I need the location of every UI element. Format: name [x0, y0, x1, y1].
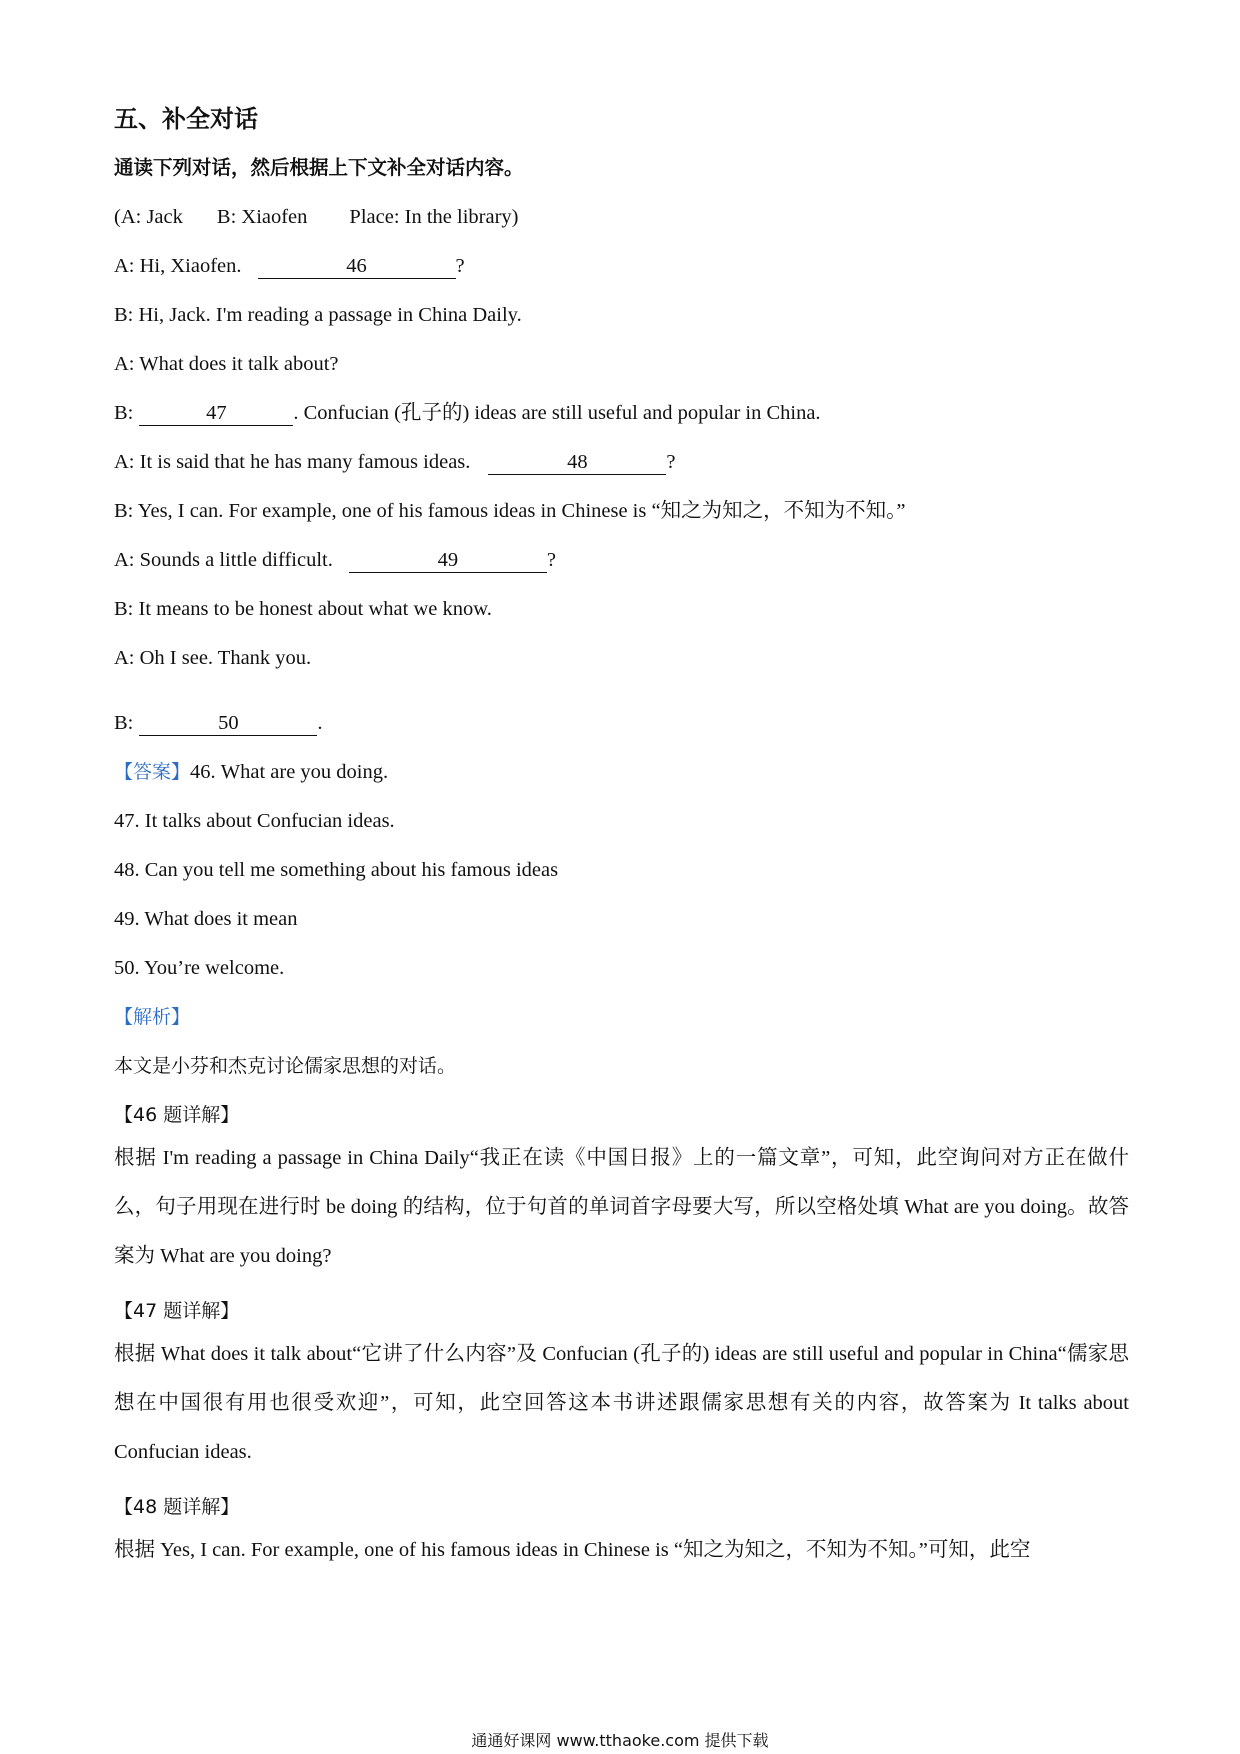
answer-50: 50. You’re welcome. [114, 957, 285, 979]
dialogue-line-10 [114, 708, 1134, 738]
dialogue-text: ? [666, 451, 676, 473]
blank-50: 50 [139, 711, 317, 736]
dialogue-text: A: It is said that he has many famous ideas. [114, 451, 471, 473]
footer-watermark: 通通好课网 www.tthaoke.com 提供下载 [471, 1731, 769, 1750]
roles-line [114, 202, 1134, 232]
dialogue-line-7 [114, 545, 1134, 575]
answer-tag: 【答案】 [114, 761, 191, 783]
dialogue-text: ? [546, 549, 556, 571]
dialogue-text: B: [114, 402, 134, 424]
blank-48: 48 [488, 450, 666, 475]
dialogue-text: ? [455, 255, 465, 277]
dialogue-line-5 [114, 447, 1134, 477]
answer-49: 49. What does it mean [114, 908, 298, 930]
section-title: 五、补全对话 [114, 105, 258, 133]
role-a: (A: Jack [114, 206, 183, 228]
dialogue-line-1 [114, 251, 1134, 281]
answer-line-46 [114, 757, 1134, 787]
answer-47: 47. It talks about Confucian ideas. [114, 810, 395, 832]
answer-48: 48. Can you tell me something about his famous ideas [114, 859, 559, 881]
place: Place: In the library) [349, 206, 519, 228]
role-b: B: Xiaofen [216, 206, 308, 228]
dialogue-text: . Confucian (孔子的) ideas are still useful and popular in China. [293, 402, 821, 424]
q48-heading: 【48 题详解】 [114, 1496, 240, 1518]
dialogue-text: . [317, 712, 323, 734]
q48-explanation: 根据 Yes, I can. For example, one of his famous ideas in Chinese is “知之为知之，不知为不知。”可知，此空 [114, 1539, 1031, 1561]
dialogue-line-2: B: Hi, Jack. I'm reading a passage in China Daily. [114, 304, 522, 326]
q46-heading: 【46 题详解】 [114, 1104, 240, 1126]
q46-explanation: 根据 I'm reading a passage in China Daily“我正在读《中国日报》上的一篇文章”，可知，此空询问对方正在做什么，句子用现在进行时 be doing 的结构，位于句首的单词首字母要大写，所以空格处填 What are you doing。故答案为 What are you doing? [114, 1147, 1129, 1267]
blank-46: 46 [258, 254, 456, 279]
dialogue-line-9: A: Oh I see. Thank you. [114, 647, 312, 669]
dialogue-line-4 [114, 398, 1134, 428]
instruction: 通读下列对话，然后根据上下文补全对话内容。 [114, 156, 524, 179]
blank-49: 49 [349, 548, 547, 573]
dialogue-text: A: Sounds a little difficult. [114, 549, 333, 571]
blank-47: 47 [139, 401, 293, 426]
analysis-summary: 本文是小芬和杰克讨论儒家思想的对话。 [114, 1055, 457, 1077]
dialogue-line-6: B: Yes, I can. For example, one of his famous ideas in Chinese is “知之为知之，不知为不知。” [114, 500, 906, 522]
answer-46: 46. What are you doing. [190, 761, 389, 783]
dialogue-line-3: A: What does it talk about? [114, 353, 339, 375]
dialogue-line-8: B: It means to be honest about what we know. [114, 598, 492, 620]
analysis-tag: 【解析】 [114, 1006, 191, 1028]
dialogue-text: B: [114, 712, 134, 734]
q47-explanation: 根据 What does it talk about“它讲了什么内容”及 Confucian (孔子的) ideas are still useful and popular in China“儒家思想在中国很有用也很受欢迎”，可知，此空回答这本书讲述跟儒家思想有关的内容，故答案为 It talks about Confucian ideas. [114, 1343, 1129, 1463]
dialogue-text: A: Hi, Xiaofen. [114, 255, 242, 277]
q47-heading: 【47 题详解】 [114, 1300, 240, 1322]
